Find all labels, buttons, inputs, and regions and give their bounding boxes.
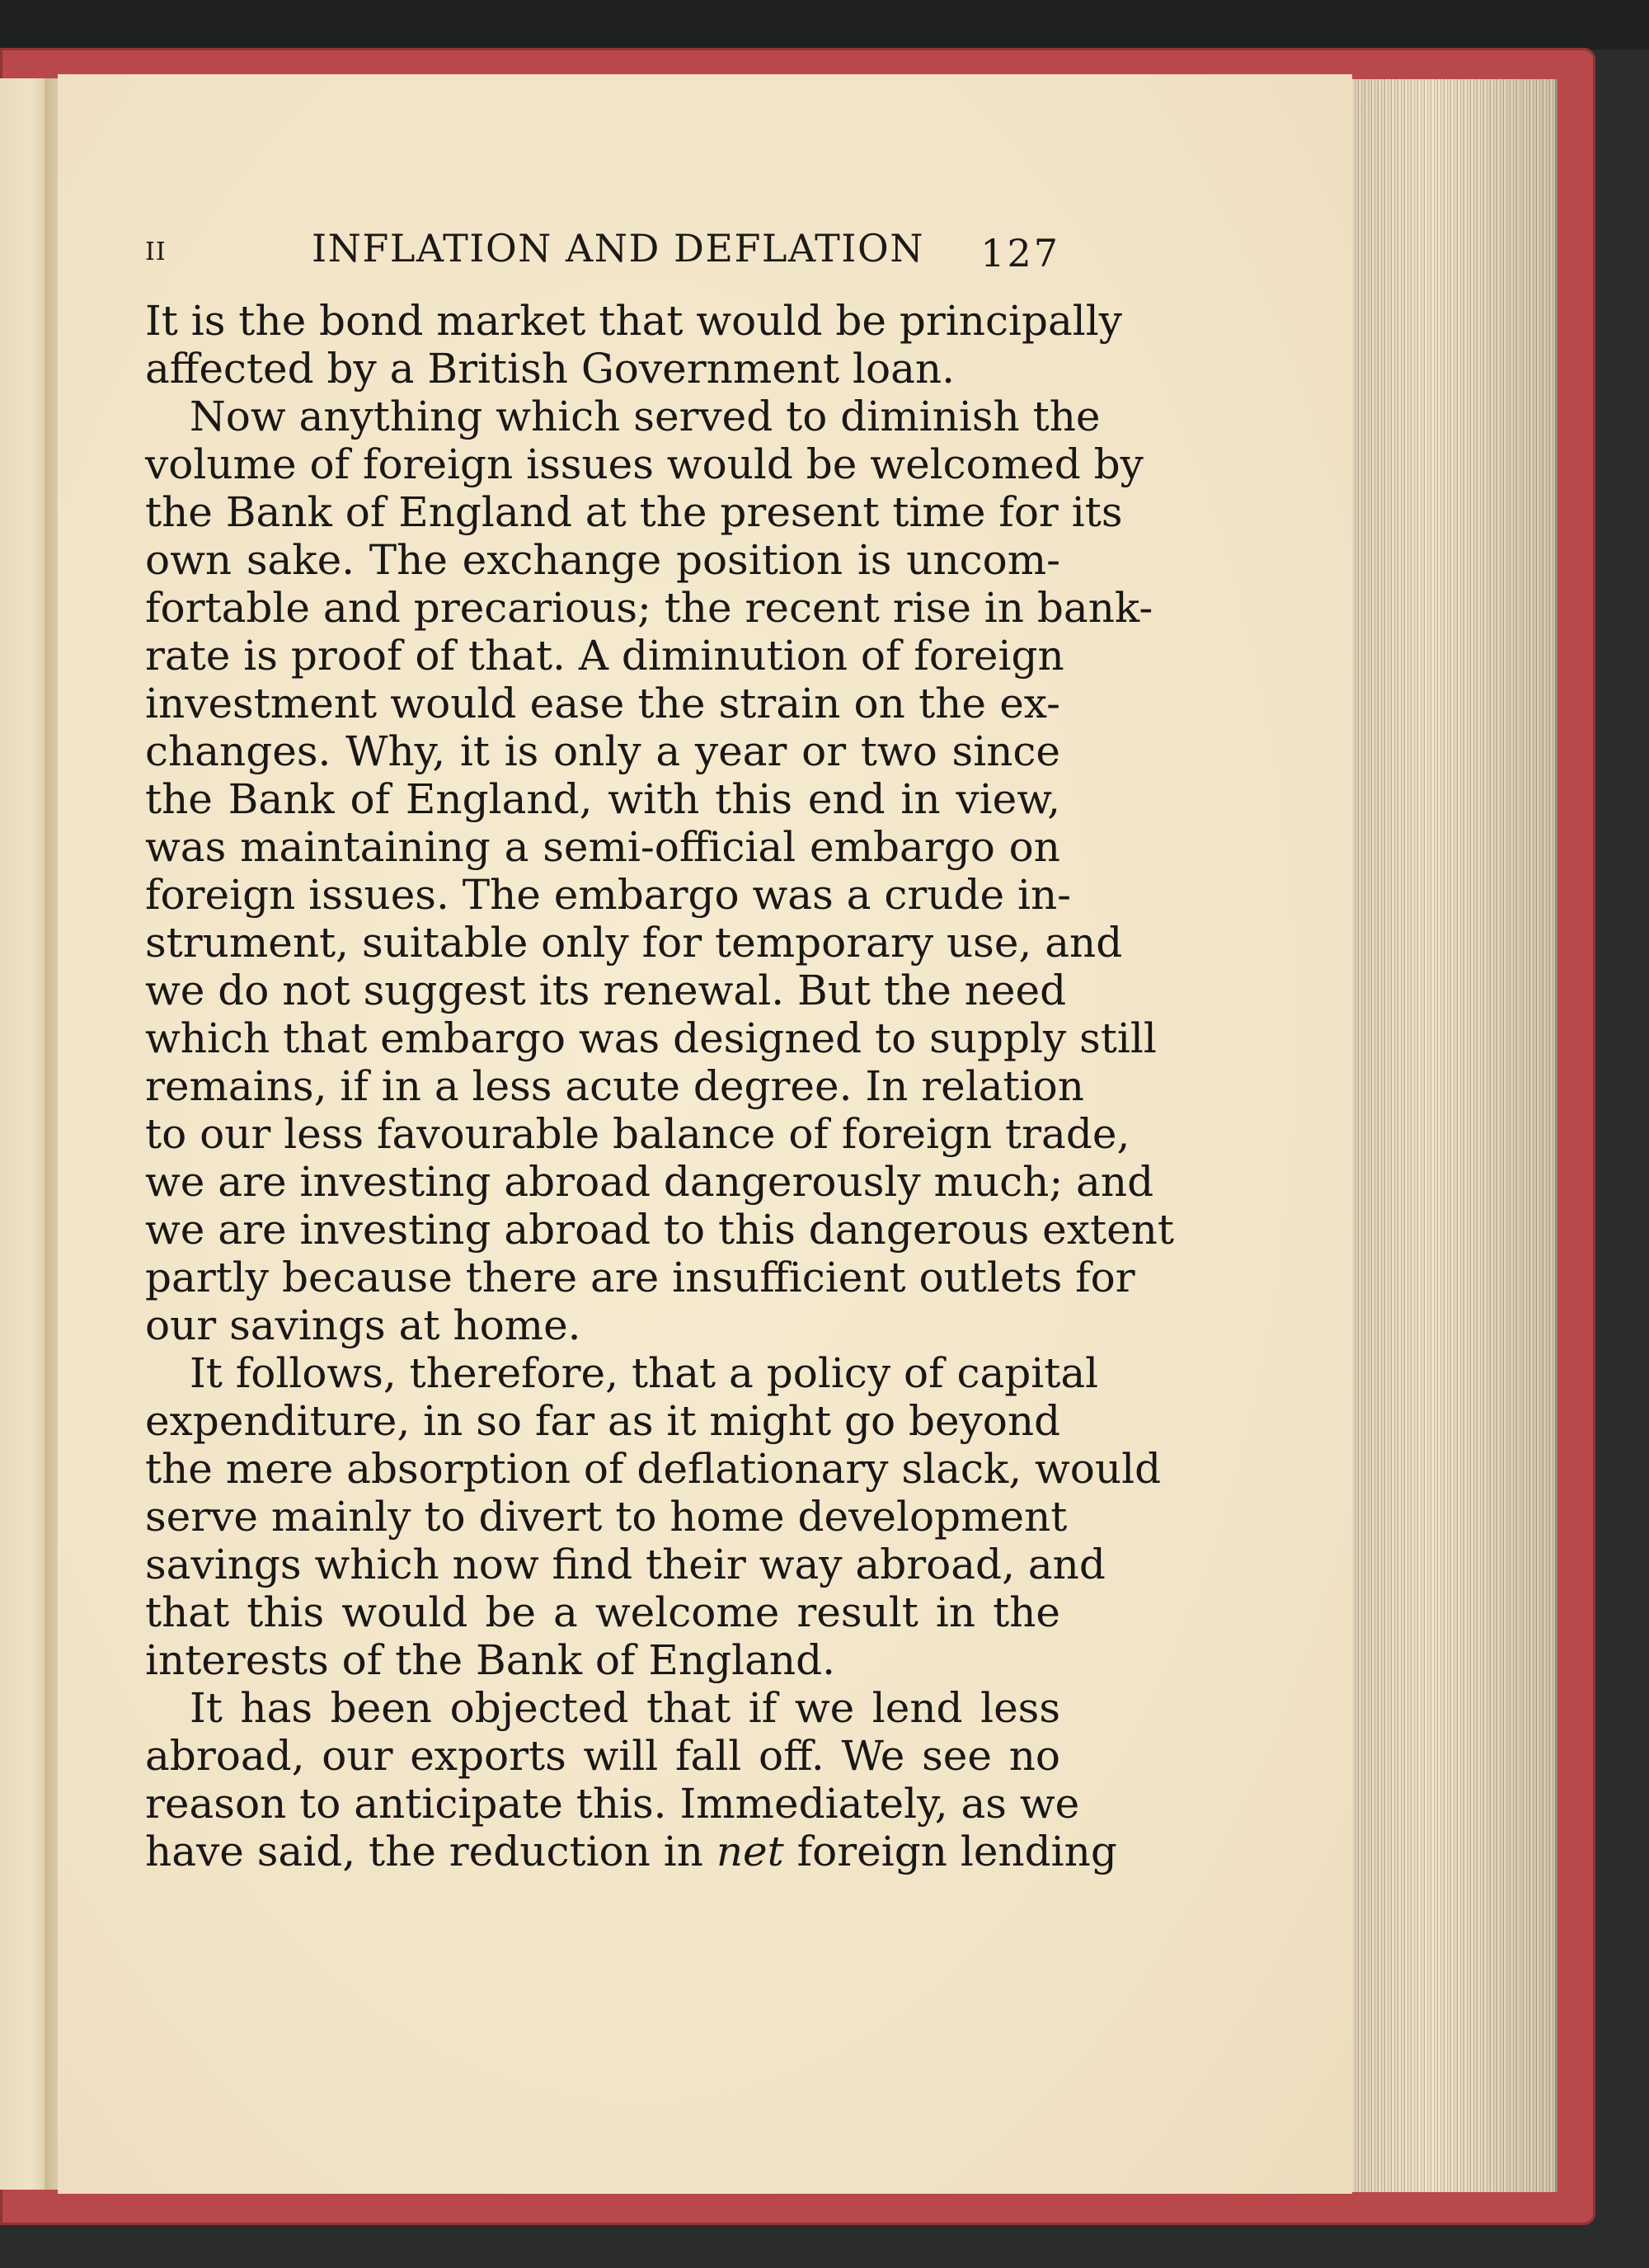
text-fragment: foreign lending — [783, 1828, 1117, 1875]
text-line-final — [145, 1828, 1117, 1875]
text-line: It has been objected that if we lend less — [190, 1684, 1060, 1732]
text-line: It is the bond market that would be principally — [145, 297, 1122, 345]
text-line: the Bank of England, with this end in view, — [145, 775, 1060, 823]
text-line: we are investing abroad to this dangerous extent — [145, 1206, 1174, 1254]
text-line: which that embargo was designed to supply still — [145, 1014, 1157, 1062]
text-line: volume of foreign issues would be welcomed by — [145, 440, 1144, 488]
text-line: It follows, therefore, that a policy of capital — [190, 1349, 1099, 1397]
text-line: we are investing abroad dangerously much; and — [145, 1158, 1154, 1206]
running-title: INFLATION AND DEFLATION — [312, 226, 924, 271]
text-line: foreign issues. The embargo was a crude in- — [145, 871, 1072, 919]
left-page-edge — [0, 78, 51, 2190]
scan-border — [0, 0, 1649, 49]
text-line: remains, if in a less acute degree. In relation — [145, 1062, 1084, 1110]
text-line: serve mainly to divert to home development — [145, 1493, 1068, 1541]
italic-word: net — [716, 1828, 784, 1875]
text-line: fortable and precarious; the recent rise in bank- — [145, 584, 1153, 632]
text-line: we do not suggest its renewal. But the need — [145, 967, 1067, 1014]
text-line: Now anything which served to diminish the — [190, 393, 1101, 440]
body-text — [145, 297, 1174, 1875]
text-line: that this would be a welcome result in the — [145, 1588, 1060, 1636]
running-head — [145, 226, 1060, 275]
chapter-number: II — [145, 238, 167, 266]
text-line: own sake. The exchange position is uncom- — [145, 536, 1060, 584]
text-line: expenditure, in so far as it might go beyond — [145, 1397, 1061, 1445]
text-line: affected by a British Government loan. — [145, 345, 956, 393]
text-line: strument, suitable only for temporary use, and — [145, 919, 1123, 967]
text-line: abroad, our exports will fall off. We see no — [145, 1732, 1060, 1780]
text-line: investment would ease the strain on the ex- — [145, 680, 1060, 727]
text-line: partly because there are insufficient outlets for — [145, 1254, 1135, 1301]
page-number: 127 — [980, 231, 1060, 275]
text-line: rate is proof of that. A diminution of foreign — [145, 632, 1064, 680]
text-line: savings which now find their way abroad, and — [145, 1541, 1106, 1588]
text-line: our savings at home. — [145, 1301, 581, 1349]
text-line: changes. Why, it is only a year or two since — [145, 727, 1060, 775]
text-fragment: have said, the reduction in — [145, 1828, 716, 1875]
text-line: was maintaining a semi-official embargo on — [145, 823, 1060, 871]
text-line: reason to anticipate this. Immediately, as we — [145, 1780, 1080, 1828]
text-line: interests of the Bank of England. — [145, 1636, 836, 1684]
text-line: the mere absorption of deflationary slack, would — [145, 1445, 1162, 1493]
text-line: the Bank of England at the present time for its — [145, 488, 1123, 536]
text-line: to our less favourable balance of foreign trade, — [145, 1110, 1130, 1158]
